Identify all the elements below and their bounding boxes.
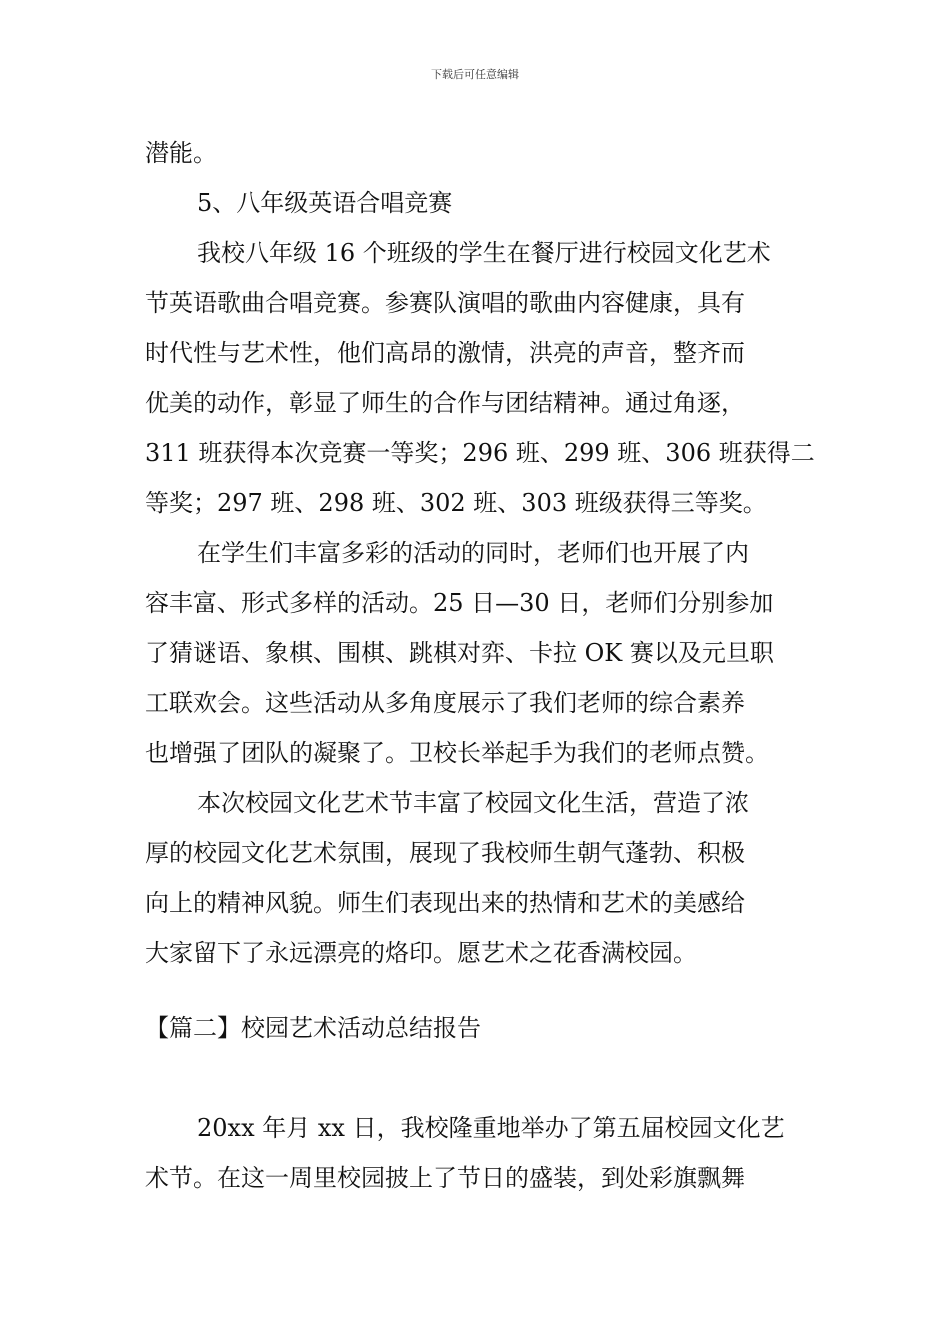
section-heading-5: 5、八年级英语合唱竞赛 [197,189,453,217]
blank-space [145,978,813,1003]
paragraph-line: 20xx 年月 xx 日，我校隆重地举办了第五届校园文化艺 [197,1114,785,1142]
paragraph-line: 向上的精神风貌。师生们表现出来的热情和艺术的美感给 [145,889,745,917]
chapter-heading: 【篇二】校园艺术活动总结报告 [145,1014,481,1042]
paragraph-line: 了猜谜语、象棋、围棋、跳棋对弈、卡拉 OK 赛以及元旦职 [145,639,774,667]
header-note: 下载后可任意编辑 [431,68,519,81]
paragraph-line: 潜能。 [145,139,217,167]
paragraph-line: 等奖；297 班、298 班、302 班、303 班级获得三等奖。 [145,489,767,517]
paragraph-line: 容丰富、形式多样的活动。25 日—30 日，老师们分别参加 [145,589,774,617]
paragraph-line: 优美的动作，彰显了师生的合作与团结精神。通过角逐， [145,389,745,417]
paragraph-line: 311 班获得本次竞赛一等奖；296 班、299 班、306 班获得二 [145,439,815,467]
paragraph-line: 厚的校园文化艺术氛围，展现了我校师生朝气蓬勃、积极 [145,839,745,867]
paragraph-line: 工联欢会。这些活动从多角度展示了我们老师的综合素养 [145,689,745,717]
paragraph-line: 术节。在这一周里校园披上了节日的盛装，到处彩旗飘舞 [145,1164,745,1192]
paragraph-line: 也增强了团队的凝聚了。卫校长举起手为我们的老师点赞。 [145,739,769,767]
paragraph-line: 节英语歌曲合唱竞赛。参赛队演唱的歌曲内容健康，具有 [145,289,745,317]
paragraph-line: 我校八年级 16 个班级的学生在餐厅进行校园文化艺术 [197,239,771,267]
document-body [145,128,813,1203]
blank-space [145,1078,813,1103]
paragraph-line: 在学生们丰富多彩的活动的同时，老师们也开展了内 [197,539,749,567]
paragraph-line: 时代性与艺术性，他们高昂的激情，洪亮的声音，整齐而 [145,339,745,367]
paragraph-line: 大家留下了永远漂亮的烙印。愿艺术之花香满校园。 [145,939,697,967]
paragraph-line: 本次校园文化艺术节丰富了校园文化生活，营造了浓 [197,789,749,817]
blank-space [145,1053,813,1078]
